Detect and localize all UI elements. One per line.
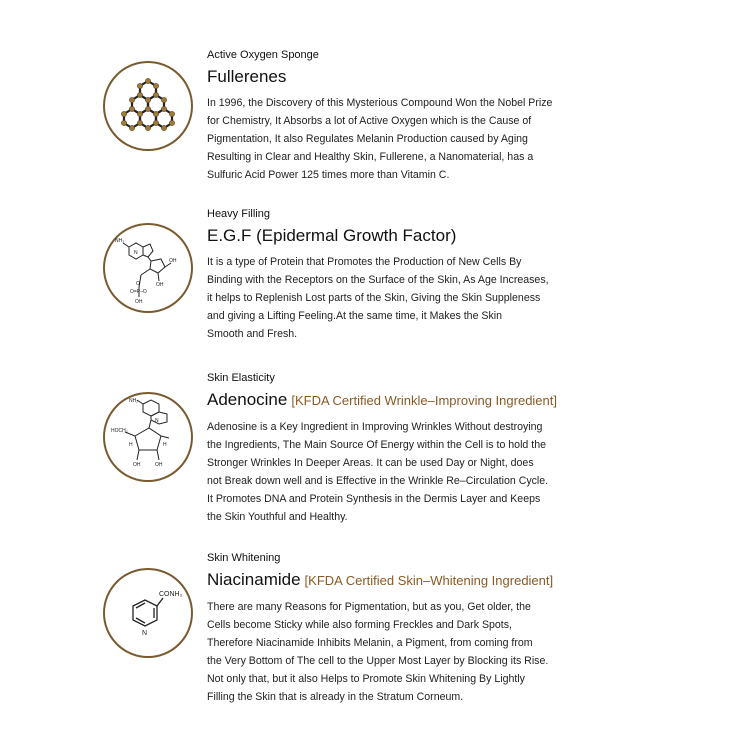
egf-molecule-icon — [105, 225, 191, 311]
body-line: Adenosine is a Key Ingredient in Improving Wrinkles Without destroying — [207, 421, 543, 433]
certification-label: [KFDA Certified Skin–Whitening Ingredient] — [304, 573, 554, 588]
molecule-label: N — [142, 630, 148, 637]
section-body — [207, 94, 627, 184]
body-line: the Skin Youthful and Healthy. — [207, 511, 348, 523]
body-line: Therefore Niacinamide Inhibits Melanin, a Pigment, from coming from — [207, 637, 533, 649]
body-line: Filling the Skin that is already in the Stratum Corneum. — [207, 691, 464, 703]
body-line: it helps to Replenish Lost parts of the Skin, Giving the Skin Suppleness — [207, 292, 541, 304]
molecule-label: NH₂ — [115, 238, 125, 244]
egf-text — [207, 207, 627, 343]
body-line: the Ingredients, The Main Source Of Energy within the Cell is to hold the — [207, 439, 546, 451]
body-line: Not only that, but it also Helps to Promote Skin Whitening By Lightly — [207, 673, 525, 685]
section-subtitle: Heavy Filling — [207, 208, 270, 220]
section-body — [207, 253, 627, 343]
body-line: Cells become Sticky while also forming Freckles and Dark Spots, — [207, 619, 512, 631]
fullerene-icon-circle — [103, 61, 193, 151]
body-line: In 1996, the Discovery of this Mysterious Compound Won the Nobel Prize — [207, 97, 553, 109]
section-title — [207, 569, 627, 592]
molecule-label: NH₂ — [129, 398, 139, 404]
molecule-label: OH — [156, 282, 164, 288]
section-title-text: Niacinamide — [207, 570, 301, 589]
fullerene-molecule-icon — [105, 63, 191, 149]
section-title — [207, 389, 627, 412]
adenosine-icon-circle — [103, 392, 193, 482]
egf-icon-circle — [103, 223, 193, 313]
section-subtitle: Skin Whitening — [207, 552, 281, 564]
section-body — [207, 598, 627, 706]
adenocine-text — [207, 371, 627, 526]
molecule-label: OH — [155, 462, 163, 468]
niacinamide-icon-circle — [103, 568, 193, 658]
molecule-label: OH — [169, 258, 177, 264]
body-line: Pigmentation, It also Regulates Melanin Production caused by Aging — [207, 133, 528, 145]
molecule-label: O=P–O — [130, 289, 147, 295]
section-title-text: E.G.F (Epidermal Growth Factor) — [207, 226, 457, 245]
molecule-label: HOCH₂ — [111, 428, 128, 434]
body-line: There are many Reasons for Pigmentation, but as you, Get older, the — [207, 601, 531, 613]
body-line: the Very Bottom of The cell to the Upper Most Layer by Blocking its Rise. — [207, 655, 549, 667]
body-line: not Break down well and is Effective in the Wrinkle Re–Circulation Cycle. — [207, 475, 549, 487]
body-line: for Chemistry, It Absorbs a lot of Active Oxygen which is the Cause of — [207, 115, 532, 127]
body-line: Smooth and Fresh. — [207, 328, 298, 340]
body-line: Sulfuric Acid Power 125 times more than Vitamin C. — [207, 169, 450, 181]
molecule-label: O — [136, 281, 140, 287]
adenosine-molecule-icon — [105, 394, 191, 480]
section-title — [207, 225, 627, 247]
molecule-label: OH — [133, 462, 141, 468]
body-line: Binding with the Receptors on the Surface of the Skin, As Age Increases, — [207, 274, 549, 286]
molecule-label: CONH₂ — [159, 591, 183, 598]
section-title-text: Fullerenes — [207, 67, 287, 86]
section-title — [207, 66, 627, 88]
section-title-text: Adenocine — [207, 390, 288, 409]
fullerenes-text — [207, 48, 627, 184]
body-line: and giving a Lifting Feeling.At the same time, it Makes the Skin — [207, 310, 503, 322]
certification-label: [KFDA Certified Wrinkle–Improving Ingredient] — [291, 393, 557, 408]
section-subtitle: Skin Elasticity — [207, 372, 275, 384]
body-line: Resulting in Clear and Healthy Skin, Fullerene, a Nanomaterial, has a — [207, 151, 534, 163]
niacinamide-molecule-icon — [105, 570, 191, 656]
niacinamide-text — [207, 551, 627, 706]
molecule-label: OH — [135, 299, 143, 305]
body-line: It Promotes DNA and Protein Synthesis in the Dermis Layer and Keeps — [207, 493, 541, 505]
section-subtitle: Active Oxygen Sponge — [207, 49, 319, 61]
section-body — [207, 418, 627, 526]
molecule-label: H — [129, 442, 133, 448]
body-line: It is a type of Protein that Promotes the Production of New Cells By — [207, 256, 522, 268]
molecule-label: H — [163, 442, 167, 448]
body-line: Stronger Wrinkles In Deeper Areas. It can be used Day or Night, does — [207, 457, 534, 469]
molecule-label: N — [155, 418, 159, 424]
molecule-label: N — [134, 250, 138, 256]
